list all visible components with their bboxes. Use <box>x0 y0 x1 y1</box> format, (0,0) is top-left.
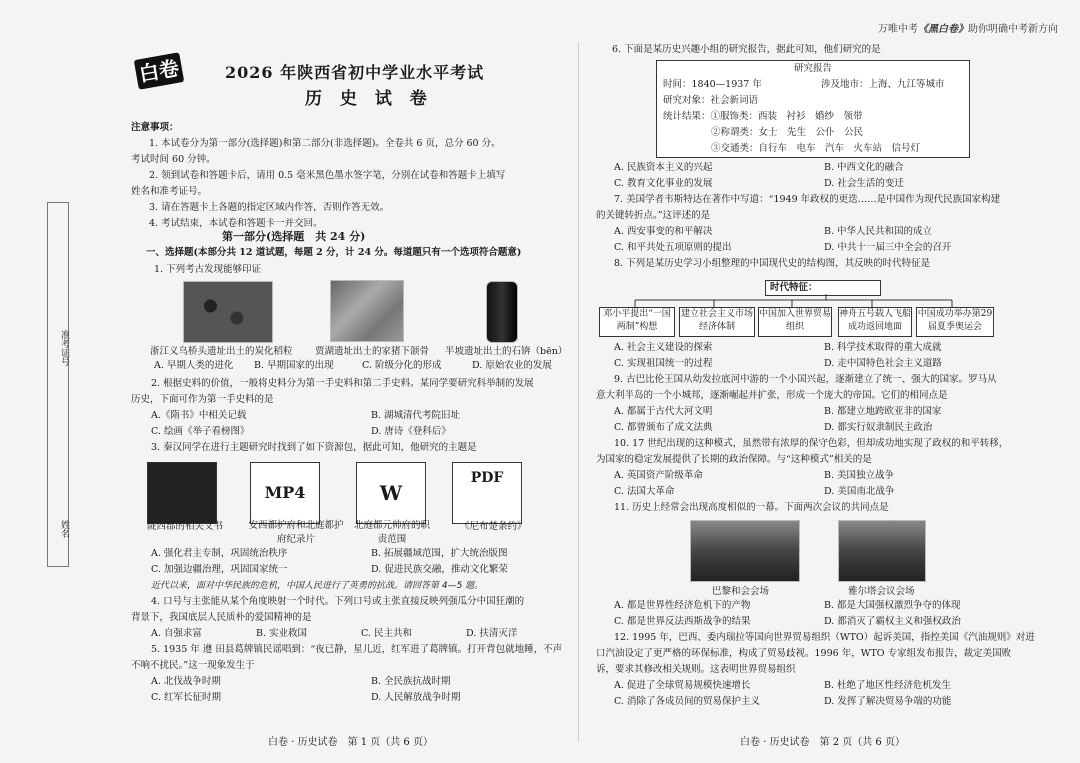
note-item: 姓名和准考证号。 <box>131 186 208 197</box>
report-object: 研究对象：社会新词语 <box>663 95 759 106</box>
q1-stem: 1. 下列考古发现能够印证 <box>154 264 262 275</box>
report-title: 研究报告 <box>793 63 832 74</box>
option: C. 消除了各成员间的贸易保护主义 <box>614 696 760 707</box>
image-caption: 贾湖遗址出土的家猪下颌骨 <box>315 346 430 357</box>
era-feature-box: 时代特征： <box>765 280 881 296</box>
q9-line: 9. 古巴比伦王国从幼发拉底河中游的一个小国兴起，逐渐建立了统一、强大的国家。罗马从 <box>614 374 997 385</box>
option: B. 都是大国强权激烈争夺的体现 <box>824 600 961 611</box>
option: A. 英国资产阶级革命 <box>614 470 703 481</box>
page-header <box>878 20 1058 35</box>
option: A. 西安事变的和平解决 <box>614 226 713 237</box>
q10-line: 为国家的稳定发展提供了长期的政治保障。与“这种模式”相关的是 <box>596 454 872 465</box>
q9-line: 意大利半岛的一个小城邦，逐渐崛起并扩张，形成一个庞大的帝国。它们的相同点是 <box>596 390 948 401</box>
option: B. 实业救国 <box>256 628 308 639</box>
photo-caption: 雅尔塔会议会场 <box>848 586 915 597</box>
option: A.《隋书》中相关记载 <box>151 410 247 421</box>
image-caption: 半坡遗址出土的石锛（bēn） <box>445 346 568 357</box>
option: B. 美国独立战争 <box>824 470 895 481</box>
option: D. 美国南北战争 <box>824 486 895 497</box>
pig-jaw-image <box>330 280 404 342</box>
option: B. 杜绝了地区性经济危机发生 <box>824 680 952 691</box>
option: A. 社会主义建设的探索 <box>614 342 713 353</box>
mp4-file-icon: MP4 <box>250 462 320 524</box>
option: D. 中共十一届三中全会的召开 <box>824 242 952 253</box>
header-prefix: 万唯中考 <box>878 24 918 35</box>
option: C. 都是世界反法西斯战争的结果 <box>614 616 751 627</box>
option: D. 原始农业的发展 <box>472 360 552 371</box>
option: A. 自强求富 <box>151 628 202 639</box>
option: A. 强化君主专制，巩固统治秩序 <box>151 548 288 559</box>
q7-line: 7. 美国学者韦斯特达在著作中写道：“1949 年政权的更迭……是中国作为现代民族国家构建 <box>614 194 1001 205</box>
q2-line: 历史，下面可作为第一手史料的是 <box>131 394 274 405</box>
structure-box: 建立社会主义市场经济体制 <box>679 307 755 337</box>
option: C. 加强边疆治理，巩固国家统一 <box>151 564 288 575</box>
option: C. 教育文化事业的发展 <box>614 178 713 189</box>
image-caption: 浙江义乌桥头遗址出土的炭化稻粒 <box>150 346 293 357</box>
stone-adze-image <box>486 281 518 343</box>
header-brand: 《黑白卷》 <box>918 24 968 35</box>
resource-caption: 安西都护府和北庭都护府纪录片 <box>248 520 344 545</box>
baijuan-logo: 白卷 <box>134 52 185 90</box>
report-result: ③交通类：自行车 电车 汽车 火车站 信号灯 <box>711 143 921 154</box>
name-label: 姓名 <box>59 520 69 538</box>
option: D. 扶清灭洋 <box>466 628 518 639</box>
photo-caption: 巴黎和会会场 <box>712 586 770 597</box>
q5-line: 不响不扰民。”这一现象发生于 <box>131 660 255 671</box>
option: A. 促进了全球贸易规模快速增长 <box>614 680 751 691</box>
q6-q8-block <box>596 160 1000 272</box>
q1-options <box>154 358 552 374</box>
report-place: 涉及地市：上海、九江等城市 <box>821 79 945 90</box>
structure-box: 中国加入世界贸易组织 <box>758 307 832 337</box>
option: A. 早期人类的进化 <box>154 360 234 371</box>
option: C. 阶级分化的形成 <box>362 360 442 371</box>
section-heading: 一、选择题(本部分共 12 道试题，每题 2 分，计 24 分。每道题只有一个选项符合题意) <box>146 247 522 258</box>
option: B. 湖城清代考院旧址 <box>371 410 461 421</box>
notes <box>131 120 571 232</box>
q4-line: 背景下，我国底层人民质朴的爱国精神的是 <box>131 612 312 623</box>
yalta-conference-photo <box>838 520 926 582</box>
note-item: 4. 考试结束，本试卷和答题卡一并交回。 <box>149 218 323 229</box>
option: A. 都是世界性经济危机下的产物 <box>614 600 751 611</box>
option: C. 红军长征时期 <box>151 692 221 703</box>
notes-heading: 注意事项： <box>131 122 179 133</box>
q8-q11-block <box>596 340 1008 516</box>
q2 <box>131 376 534 456</box>
option: D. 人民解放战争时期 <box>371 692 461 703</box>
option: B. 全民族抗战时期 <box>371 676 451 687</box>
q8-stem: 8. 下列是某历史学习小组整理的中国现代史的结构图，其反映的时代特征是 <box>614 258 931 269</box>
word-file-icon: W <box>356 462 426 524</box>
header-suffix: 助你明确中考新方向 <box>968 24 1058 35</box>
option: D. 都消灭了霸权主义和强权政治 <box>824 616 961 627</box>
q7-line: 的关键转折点。”这评述的是 <box>596 210 711 221</box>
option: B. 早期国家的出现 <box>254 360 334 371</box>
note-item: 考试时间 60 分钟。 <box>131 154 216 165</box>
books-icon <box>147 462 217 524</box>
structure-box: 中国成功举办第29届夏季奥运会 <box>916 307 994 337</box>
structure-connector <box>596 294 996 308</box>
option: B. 拓展疆域范围，扩大统治版图 <box>371 548 508 559</box>
handwritten-note: 近代以来，面对中华民族的危机，中国人民进行了英勇的抗战。请回答第 4—5 题。 <box>151 581 484 591</box>
option: C. 民主共和 <box>361 628 412 639</box>
pdf-file-icon: PDF <box>452 462 522 524</box>
structure-box: 神舟五号载人飞船成功返回地面 <box>838 307 912 337</box>
q2-line: 2. 根据史料的价值，一般将史料分为第一手史料和第二手史料。某同学要研究科举制的发展 <box>151 378 534 389</box>
footer-right: 白卷 · 历史试卷 第 2 页（共 6 页） <box>740 737 905 748</box>
report-time: 时间：1840—1937 年 <box>663 79 762 90</box>
option: C. 法国大革命 <box>614 486 675 497</box>
q12-line: 12. 1995 年，巴西、委内瑞拉等国向世界贸易组织（WTO）起诉美国，指控美国《汽油规则》对进 <box>614 632 1035 643</box>
resource-caption: 北庭都元帅府的职责范围 <box>353 520 430 545</box>
option: C. 和平共处五项原则的提出 <box>614 242 732 253</box>
q11-q12-block <box>596 598 1035 710</box>
option: B. 科学技术取得的重大成就 <box>824 342 942 353</box>
q12-line: 诉，要求其修改相关规则。这表明世界贸易组织 <box>596 664 796 675</box>
exam-number-label: 准考证号 <box>59 330 69 366</box>
option: C. 都曾颁布了成文法典 <box>614 422 713 433</box>
option: D. 发挥了解决贸易争端的功能 <box>824 696 952 707</box>
option: A. 民族资本主义的兴起 <box>614 162 713 173</box>
option: B. 中华人民共和国的成立 <box>824 226 933 237</box>
q3-options-block <box>131 546 562 706</box>
option: B. 中西文化的融合 <box>824 162 904 173</box>
paris-conference-photo <box>690 520 800 582</box>
option: C. 绘画《举子看榜图》 <box>151 426 250 437</box>
option: D. 唐诗《登科后》 <box>371 426 451 437</box>
q5-line: 5. 1935 年 遵 田县葛牌镇民谣唱到：“夜已静，星儿近，红军进了葛牌镇。打开背包就地睡，不声 <box>151 644 563 655</box>
binding-margin <box>47 202 69 567</box>
footer-left: 白卷 · 历史试卷 第 1 页（共 6 页） <box>268 737 433 748</box>
q11-stem: 11. 历史上经常会出现高度相似的一幕。下面两次会议的共同点是 <box>614 502 889 513</box>
resource-caption: 《尼布楚条约》 <box>460 521 527 532</box>
q3-stem: 3. 秦汉同学在进行主题研究时找到了如下资源包，据此可知，他研究的主题是 <box>151 442 477 453</box>
q4-line: 4. 口号与主张能从某个角度映射一个时代。下列口号或主张直接反映列强瓜分中国狂潮的 <box>151 596 525 607</box>
option: A. 都属于古代大河文明 <box>614 406 713 417</box>
exam-subtitle: 历 史 试 卷 <box>305 89 433 109</box>
note-item: 2. 领到试卷和答题卡后，请用 0.5 毫米黑色墨水签字笔，分别在试卷和答题卡上填写 <box>149 170 506 181</box>
report-result: ②称谓类：女士 先生 公仆 公民 <box>711 127 864 138</box>
option: A. 北伐战争时期 <box>151 676 221 687</box>
rice-grain-image <box>183 281 273 343</box>
q6-stem: 6. 下面是某历史兴趣小组的研究报告，据此可知，他们研究的是 <box>612 44 881 55</box>
resource-caption: 陇西郡的相关文书 <box>147 521 224 532</box>
q10-line: 10. 17 世纪出现的这种模式，虽然带有浓厚的保守色彩，但却成功地实现了政权的和平转移， <box>614 438 1009 449</box>
option: D. 促进民族交融，推动文化繁荣 <box>371 564 508 575</box>
structure-box: 邓小平提出“一国两制”构想 <box>599 307 675 337</box>
part-heading: 第一部分(选择题 共 24 分) <box>222 230 366 243</box>
research-report <box>656 60 970 158</box>
page-divider <box>578 42 579 742</box>
note-item: 1. 本试卷分为第一部分(选择题)和第二部分(非选择题)。全卷共 6 页，总分 60 分。 <box>149 138 501 149</box>
option: D. 社会生活的变迁 <box>824 178 904 189</box>
option: C. 实现祖国统一的过程 <box>614 358 713 369</box>
exam-title: 2026 年陕西省初中学业水平考试 <box>225 63 485 82</box>
report-result: 统计结果：①服饰类：西装 衬衫 婚纱 领带 <box>663 111 863 122</box>
note-item: 3. 请在答题卡上各题的指定区域内作答，否则作答无效。 <box>149 202 390 213</box>
option: D. 走中国特色社会主义道路 <box>824 358 942 369</box>
q12-line: 口汽油设定了更严格的环保标准，构成了贸易歧视。1996 年，WTO 专家组发布报告，裁定美国败 <box>596 648 1012 659</box>
option: B. 都建立地跨欧亚非的国家 <box>824 406 942 417</box>
option: D. 都实行奴隶制民主政治 <box>824 422 933 433</box>
